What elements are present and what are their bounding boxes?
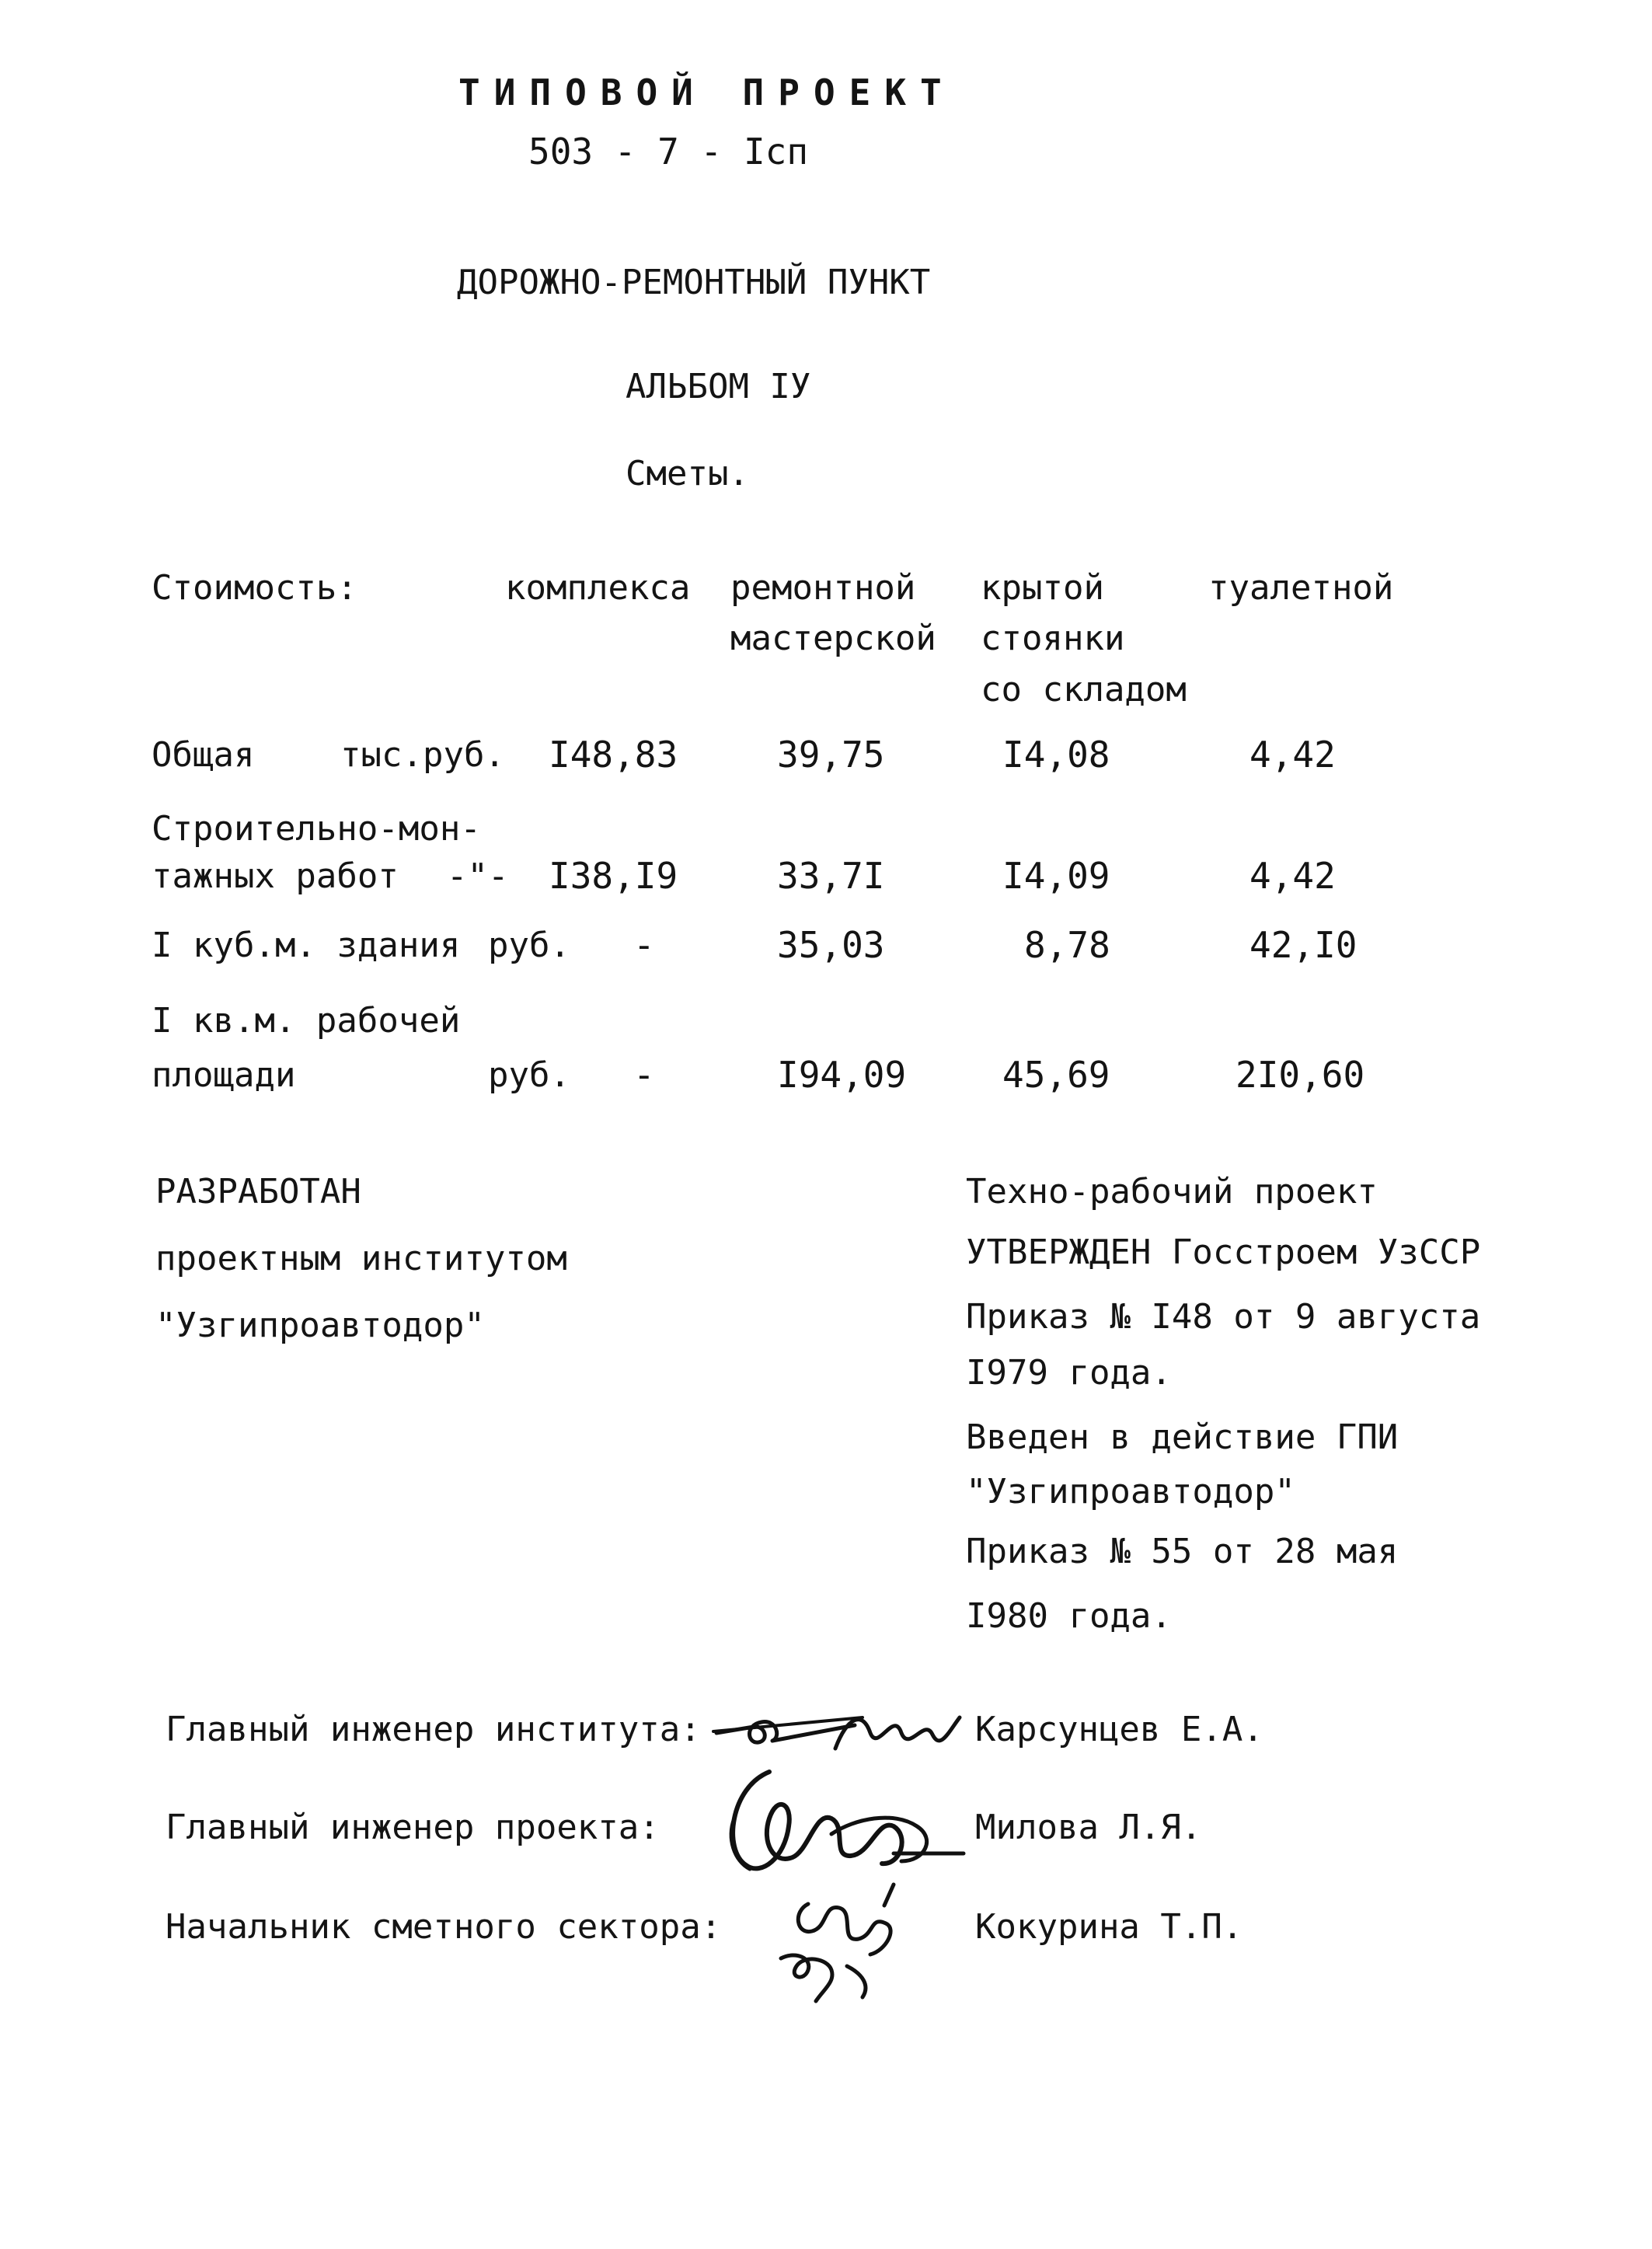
handwritten-signature-1 xyxy=(707,1686,971,1772)
signature-name: Милова Л.Я. xyxy=(975,1808,1202,1847)
cell-value: 4,42 xyxy=(1249,855,1336,897)
approval-line: "Узгипроавтодор" xyxy=(966,1472,1295,1512)
approval-line: Введен в действие ГПИ xyxy=(966,1417,1399,1457)
row-label-cubic-meter: I куб.м. здания xyxy=(152,926,461,965)
document-title: ТИПОВОЙ ПРОЕКТ xyxy=(458,71,956,113)
cell-value: - xyxy=(633,1054,655,1096)
column-header-workshop: ремонтной xyxy=(730,568,916,608)
row-label-square-meter: I кв.м. рабочей xyxy=(152,1001,461,1041)
column-header-complex: комплекса xyxy=(505,568,691,608)
row-unit: тыс.руб. xyxy=(340,735,505,775)
cell-value: 39,75 xyxy=(777,734,885,776)
approval-line: УТВЕРЖДЕН Госстроем УзССР xyxy=(966,1233,1481,1272)
approval-line: I980 года. xyxy=(966,1596,1172,1636)
signature-name: Кокурина Т.П. xyxy=(975,1907,1243,1947)
signature-name: Карсунцев Е.А. xyxy=(975,1710,1263,1749)
signature-role: Начальник сметного сектора: xyxy=(166,1907,722,1947)
column-header-workshop: мастерской xyxy=(730,619,936,658)
cell-value: I38,I9 xyxy=(549,855,678,897)
signature-role: Главный инженер института: xyxy=(166,1710,701,1749)
column-header-toilet: туалетной xyxy=(1208,568,1394,608)
row-label-construction: Строительно-мон- xyxy=(152,809,481,849)
approval-line: Техно-рабочий проект xyxy=(966,1172,1378,1212)
row-unit: -"- xyxy=(447,856,509,896)
row-label-construction: тажных работ xyxy=(152,856,399,896)
cell-value: - xyxy=(633,924,655,966)
column-header-parking: со складом xyxy=(981,670,1187,710)
cell-value: 35,03 xyxy=(777,924,885,966)
developed-heading: РАЗРАБОТАН xyxy=(155,1172,361,1212)
cost-label: Стоимость: xyxy=(152,568,357,608)
approval-line: Приказ № 55 от 28 мая xyxy=(966,1532,1399,1571)
cell-value: 33,7I xyxy=(777,855,885,897)
row-label-total: Общая xyxy=(152,735,255,775)
approval-line: I979 года. xyxy=(966,1353,1172,1393)
object-title: ДОРОЖНО-РЕМОНТНЫЙ ПУНКТ xyxy=(457,263,931,302)
row-unit: руб. xyxy=(488,1055,570,1095)
developed-institute: проектным институтом xyxy=(155,1239,567,1278)
project-code: 503 - 7 - Iсп xyxy=(528,131,809,173)
cell-value: 42,I0 xyxy=(1249,924,1357,966)
cell-value: I4,08 xyxy=(1002,734,1110,776)
column-header-parking: крытой xyxy=(981,568,1104,608)
album-title: АЛЬБОМ IУ xyxy=(626,367,811,406)
cell-value: I94,09 xyxy=(777,1054,907,1096)
developed-institute-name: "Узгипроавтодор" xyxy=(155,1306,485,1345)
handwritten-signature-2 xyxy=(715,1764,971,1881)
cell-value: I48,83 xyxy=(549,734,678,776)
section-title: Сметы. xyxy=(626,454,749,493)
approval-line: Приказ № I48 от 9 августа xyxy=(966,1297,1481,1337)
handwritten-signature-3 xyxy=(754,1881,917,2013)
cell-value: 8,78 xyxy=(1024,924,1110,966)
cell-value: I4,09 xyxy=(1002,855,1110,897)
row-label-square-meter: площади xyxy=(152,1055,296,1095)
row-unit: руб. xyxy=(488,926,570,965)
signature-role: Главный инженер проекта: xyxy=(166,1808,660,1847)
column-header-parking: стоянки xyxy=(981,619,1125,658)
cell-value: 4,42 xyxy=(1249,734,1336,776)
cell-value: 2I0,60 xyxy=(1236,1054,1365,1096)
cell-value: 45,69 xyxy=(1002,1054,1110,1096)
